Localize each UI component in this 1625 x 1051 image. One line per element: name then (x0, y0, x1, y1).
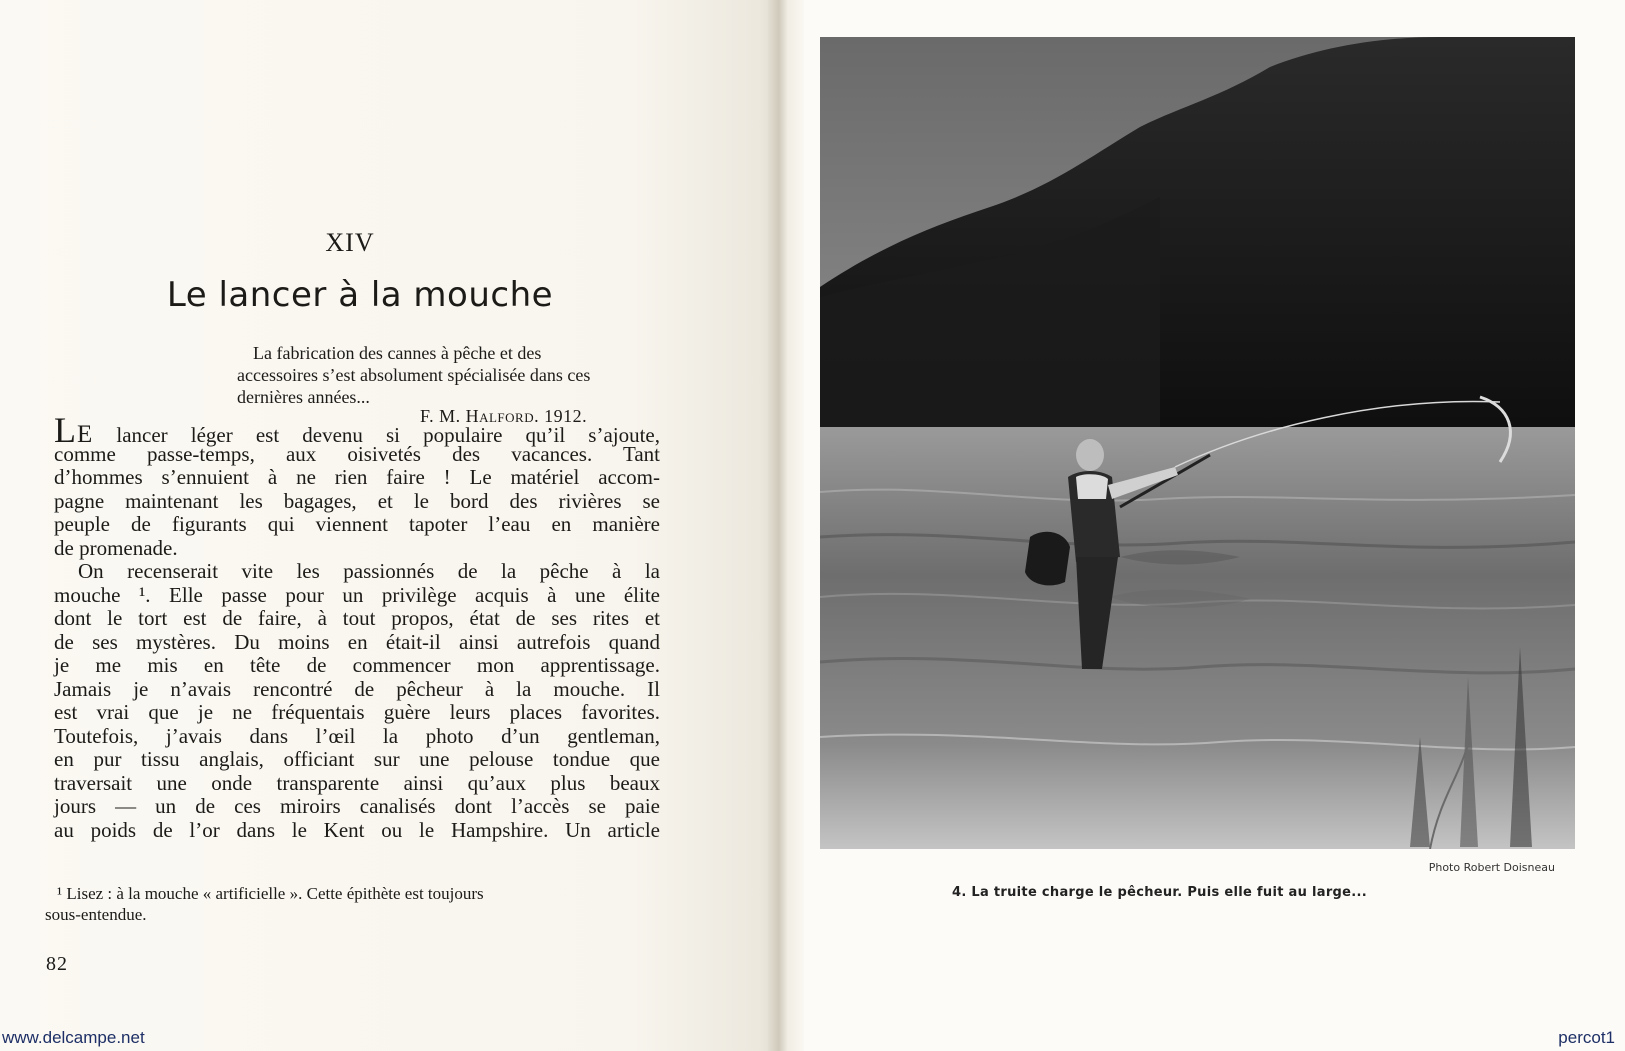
body-line: Toutefois, j’avais dans l’œil la photo d’un gentleman, (54, 723, 660, 748)
seller-watermark: percot1 (1558, 1028, 1615, 1047)
body-line: Jamais je n’avais rencontré de pêcheur à la mouche. Il (54, 676, 660, 701)
chapter-number: XIV (325, 228, 375, 257)
body-line: en pur tissu anglais, officiant sur une pelouse tondue que (54, 747, 660, 771)
photo-caption: 4. La truite charge le pêcheur. Puis elle fuit au large... (952, 885, 1367, 900)
photo-credit: Photo Robert Doisneau (1428, 861, 1555, 874)
drop-cap: Le (54, 410, 94, 450)
body-line: peuple de figurants qui viennent tapoter l’eau en manière (54, 512, 660, 536)
body-line: de ses mystères. Du moins en était-il ainsi autrefois quand (54, 629, 660, 654)
body-line: mouche ¹. Elle passe pour un privilège acquis à une élite (54, 582, 660, 607)
body-line: au poids de l’or dans le Kent ou le Hampshire. Un article (54, 817, 660, 842)
footnote-line: sous-entendue. (45, 905, 147, 924)
footnote-line: ¹ Lisez : à la mouche « artificielle ». Cette épithète est toujours (57, 884, 484, 903)
chapter-title: Le lancer à la mouche (166, 275, 554, 315)
page-number: 82 (46, 953, 68, 975)
body-line: comme passe-temps, aux oisivetés des vacances. Tant (54, 441, 660, 466)
body-line: jours — un de ces miroirs canalisés dont l’accès se paie (54, 794, 660, 818)
epigraph-line: dernières années... (237, 387, 370, 407)
body-line: traversait une onde transparente ainsi qu’aux plus beaux (54, 770, 660, 795)
body-line: je me mis en tête de commencer mon apprentissage. (54, 653, 660, 677)
body-line: On recenserait vite les passionnés de la pêche à la (78, 559, 660, 583)
book-gutter (768, 0, 804, 1051)
epigraph (237, 342, 659, 408)
fishing-photo (820, 37, 1575, 849)
footnote (45, 883, 665, 925)
body-line: d’hommes s’ennuient à ne rien faire ! Le matériel accom- (54, 465, 660, 489)
body-line: pagne maintenant les bagages, et le bord des rivières se (54, 488, 660, 513)
epigraph-line: accessoires s’est absolument spécialisée dans ces (237, 365, 591, 385)
body-line: dont le tort est de faire, à tout propos, état de ses rites et (54, 606, 660, 630)
site-watermark: www.delcampe.net (2, 1028, 145, 1047)
fly-fisherman-photo (820, 37, 1575, 849)
body-line: est vrai que je ne fréquentais guère leurs places favorites. (54, 700, 660, 724)
epigraph-author: F. M. Halford. 1912. (420, 406, 588, 426)
body-line: de promenade. (54, 535, 178, 560)
body-first-line: lancer léger est devenu si populaire qu’il s’ajoute, (116, 423, 660, 447)
epigraph-line: La fabrication des cannes à pêche et des (253, 343, 542, 363)
